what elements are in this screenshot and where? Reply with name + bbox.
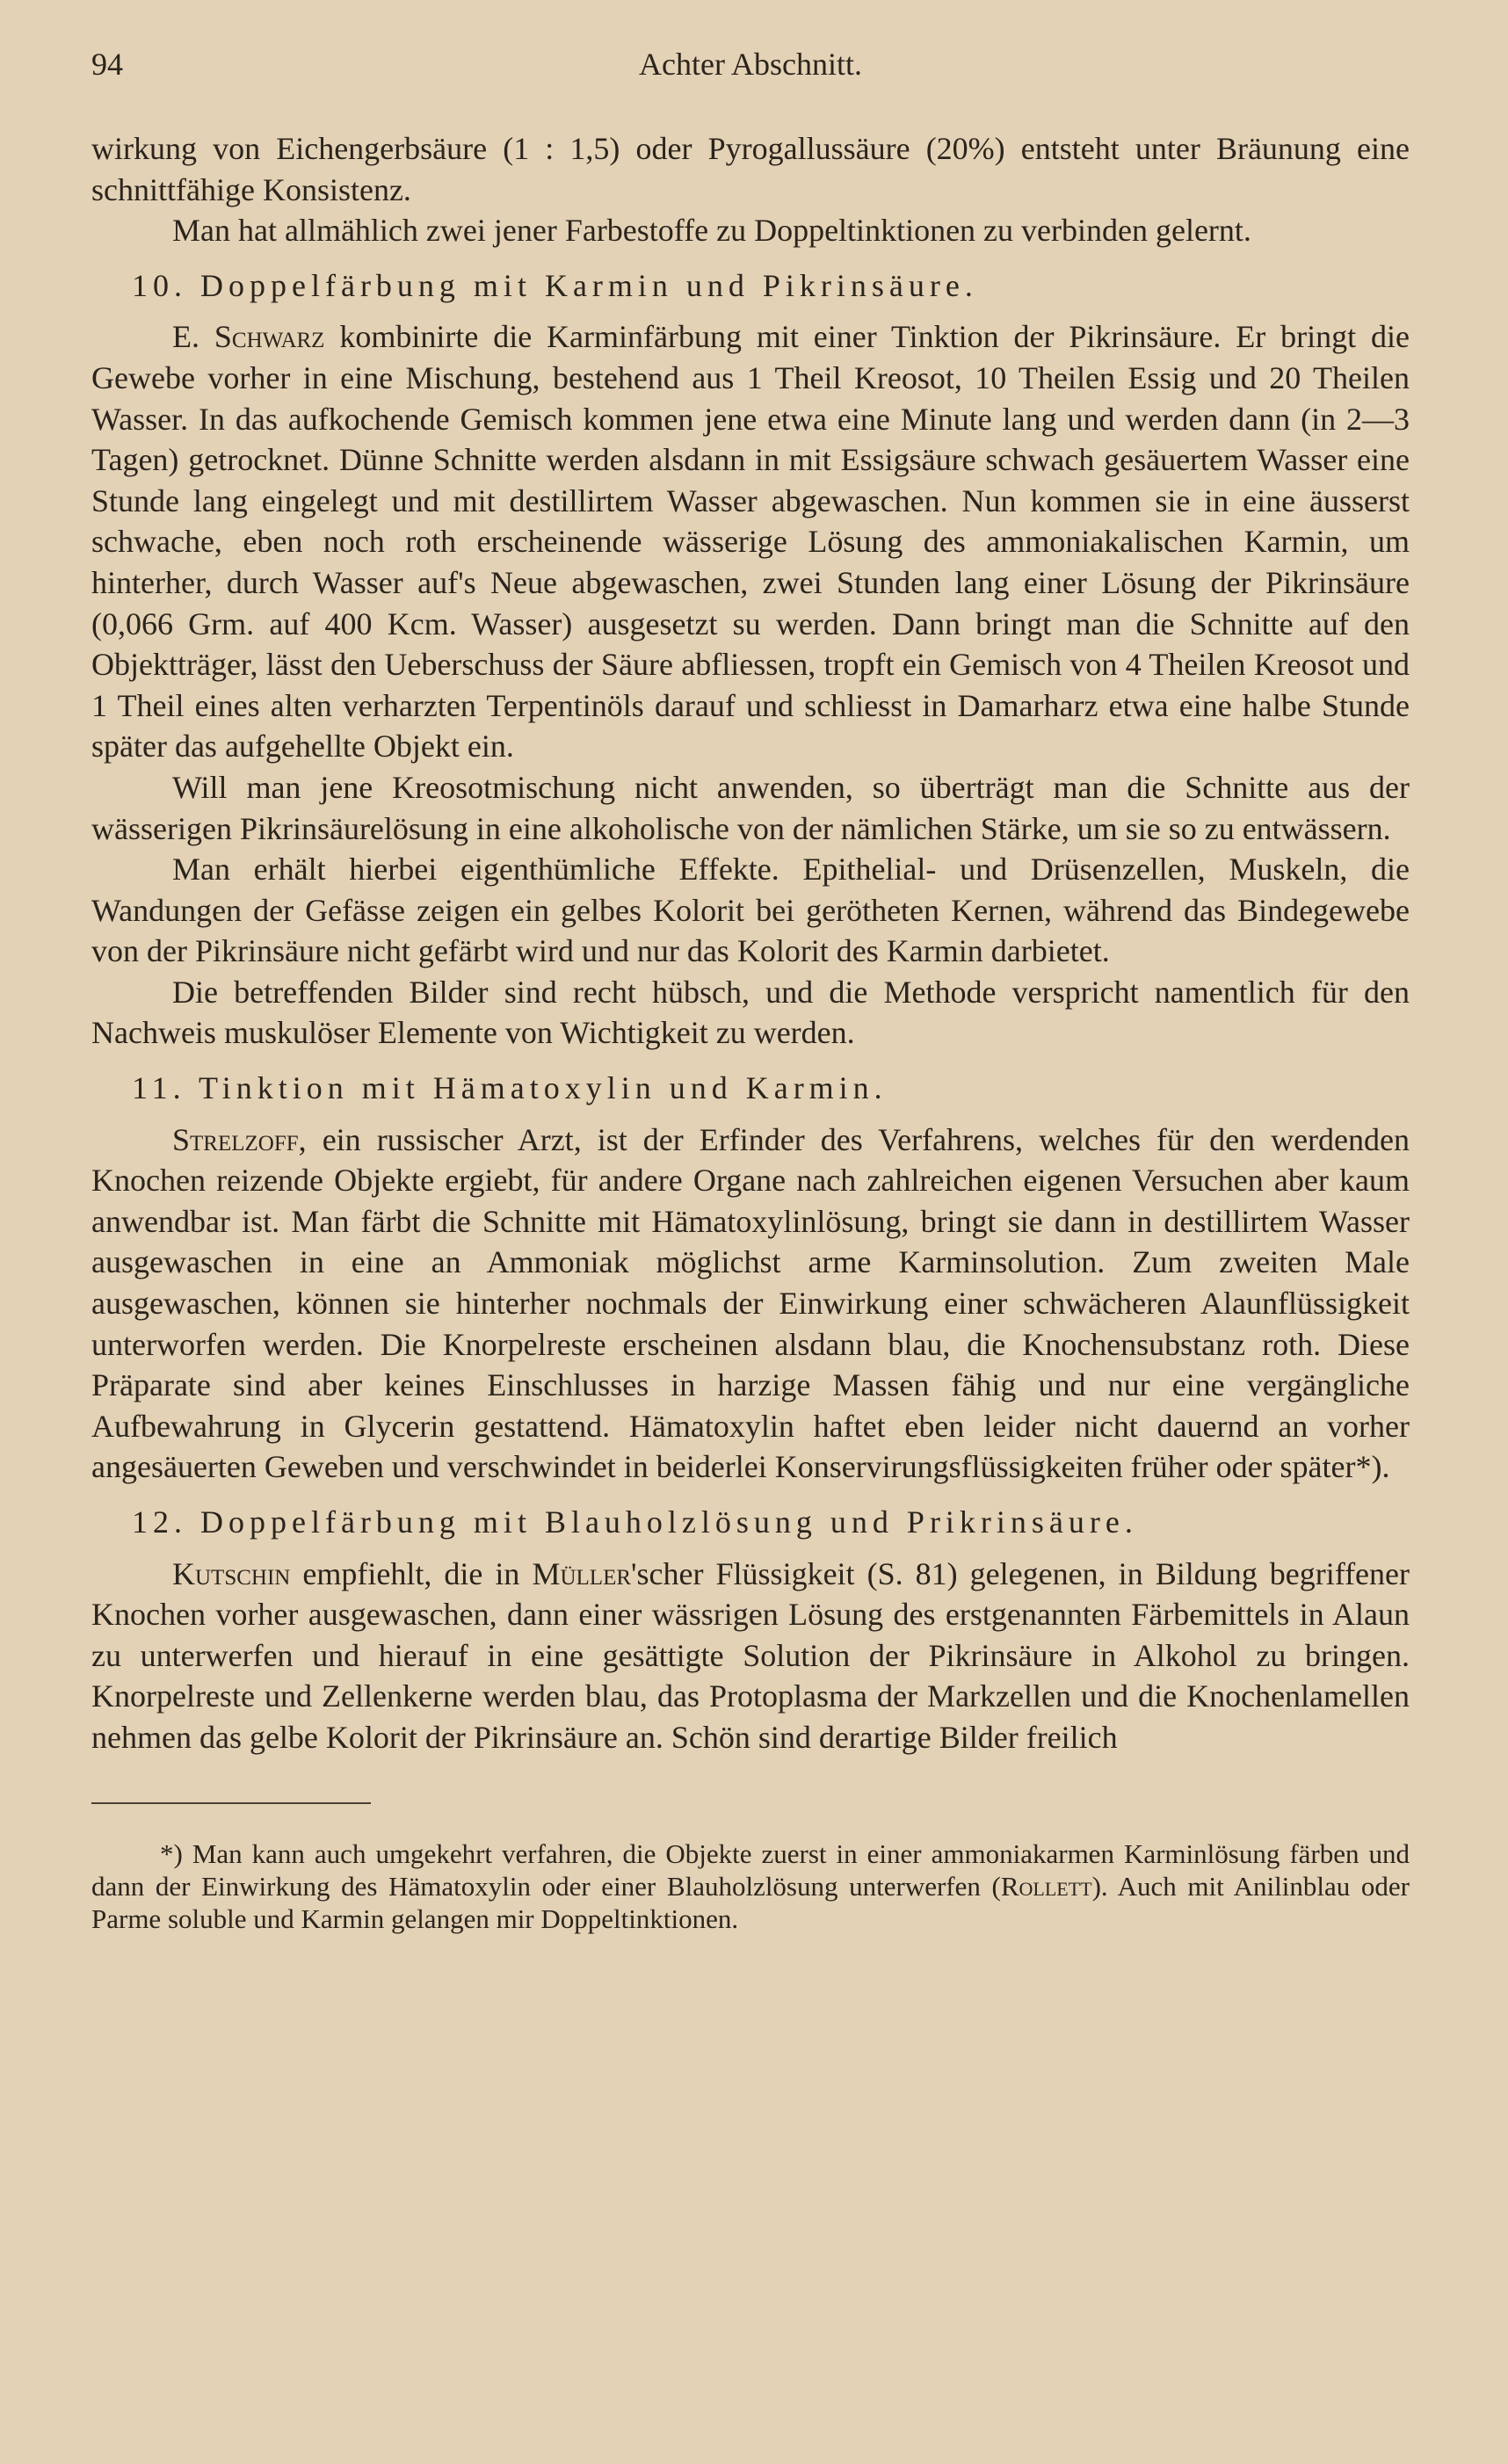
book-page [91,46,1410,1935]
footnote-text-a: *) Man kann auch umgekehrt verfahren, die Objekte zuerst in einer ammoniakarmen Karminlösung färben und dann der Einwirkung des Hämatoxylin oder einer Blauholzlösung unterwerfen ( [91,1837,1410,1902]
section-10-paragraph-1-text: kombinirte die Karminfärbung mit einer Tinktion der Pikrinsäure. Er bringt die Gewebe vorher in eine Mischung, bestehend aus 1 Theil Kreosot, 10 Theilen Essig und 20 Theilen Wasser. In das aufkochende Gemisch kommen jene etwa eine Minute lang und werden dann (in 2—3 Tagen) getrocknet. Dünne Schnitte werden alsdann in mit Essigsäure schwach gesäuertem Wasser eine Stunde lang eingelegt und mit destillirtem Wasser abgewaschen. Nun kommen sie in eine äusserst schwache, eben noch roth erscheinende wässerige Lösung des ammoniakalischen Karmin, um hinterher, durch Wasser auf's Neue abgewaschen, zwei Stunden lang einer Lösung der Pikrinsäure (0,066 Grm. auf 400 Kcm. Wasser) ausgesetzt su werden. Dann bringt man die Schnitte auf den Objektträger, lässt den Ueberschuss der Säure abfliessen, tropft ein Gemisch von 4 Theilen Kreosot und 1 Theil eines alten verharzten Terpentinöls darauf und schliesst in Damarharz etwa eine halbe Stunde später das aufgehellte Objekt ein. [91,319,1410,765]
section-11-paragraph-1 [91,1120,1410,1488]
author-strelzoff: Strelzoff [172,1121,299,1157]
section-12-paragraph-1 [91,1554,1410,1758]
footnote-divider [91,1802,371,1804]
author-mueller: Müller [532,1555,632,1591]
running-title: Achter Abschnitt. [639,47,862,82]
section-12-paragraph-1-text: 'scher Flüssigkeit (S. 81) gelegenen, in Bildung begriffener Knochen vorher ausgewaschen, dann einer wässrigen Lösung des erstgenannten Färbemittels in Alaun zu unterwerfen und hierauf in eine gesättigte Solution der Pikrinsäure in Alkohol zu bringen. Knorpelreste und Zellenkerne werden blau, das Protoplasma der Markzellen und die Knochenlamellen nehmen das gelbe Kolorit der Pikrinsäure an. Schön sind derartige Bilder freilich [91,1555,1410,1755]
section-12-heading: 12. Doppelfärbung mit Blauholzlösung und Prikrinsäure. [132,1504,1138,1540]
section-10-paragraph-2: Will man jene Kreosotmischung nicht anwenden, so überträgt man die Schnitte aus der wässerigen Pikrinsäurelösung in eine alkoholische von der nämlichen Stärke, um sie so zu entwässern. [91,769,1410,846]
section-11-heading: 11. Tinktion mit Hämatoxylin und Karmin. [132,1070,888,1106]
section-10-paragraph-3: Man erhält hierbei eigenthümliche Effekte. Epithelial- und Drüsenzellen, Muskeln, die Wandungen der Gefässe zeigen ein gelbes Kolorit bei gerötheten Kernen, während das Bindegewebe von der Pikrinsäure nicht gefärbt wird und nur das Kolorit des Karmin darbietet. [91,852,1410,969]
section-12-connector-text: empfiehlt, die in [290,1555,533,1591]
section-10-paragraph-4: Die betreffenden Bilder sind recht hübsch, und die Methode verspricht namentlich für den Nachweis muskulöser Elemente von Wichtigkeit zu werden. [91,974,1410,1051]
footnote [91,1837,1410,1935]
author-kutschin: Kutschin [172,1555,291,1591]
section-10-heading: 10. Doppelfärbung mit Karmin und Pikrinsäure. [132,267,978,303]
intro-paragraph-1: wirkung von Eichengerbsäure (1 : 1,5) oder Pyrogallussäure (20%) entsteht unter Bräunung eine schnittfähige Konsistenz. [91,131,1410,207]
page-number: 94 [91,47,123,82]
section-10-paragraph-1 [91,316,1410,767]
page-header [91,46,1410,93]
footnote-text-b: ). Auch mit Anilinblau oder Parme soluble und Karmin gelangen mir Doppeltinktionen. [91,1870,1410,1934]
section-11-paragraph-1-text: , ein russischer Arzt, ist der Erfinder des Verfahrens, welches für den werdenden Knochen reizende Objekte ergiebt, für andere Organe nach zahlreichen eigenen Versuchen aber kaum anwendbar ist. Man färbt die Schnitte mit Hämatoxylinlösung, bringt sie dann in destillirtem Wasser ausgewaschen in eine an Ammoniak möglichst arme Karminsolution. Zum zweiten Male ausgewaschen, können sie hinterher nochmals der Einwirkung einer schwächeren Alaunflüssigkeit unterworfen werden. Die Knorpelreste erscheinen alsdann blau, die Knochensubstanz roth. Diese Präparate sind aber keines Einschlusses in harzige Massen fähig und nur eine vergängliche Aufbewahrung in Glycerin gestattend. Hämatoxylin haftet eben leider nicht dauernd an vorher angesäuerten Geweben und verschwindet in beiderlei Konservirungsflüssigkeiten früher oder später*). [91,1121,1410,1485]
author-rollett: Rollett [1000,1870,1092,1902]
intro-paragraph-2: Man hat allmählich zwei jener Farbestoffe zu Doppeltinktionen zu verbinden gelernt. [172,213,1251,249]
author-schwarz: E. Schwarz [172,319,325,355]
